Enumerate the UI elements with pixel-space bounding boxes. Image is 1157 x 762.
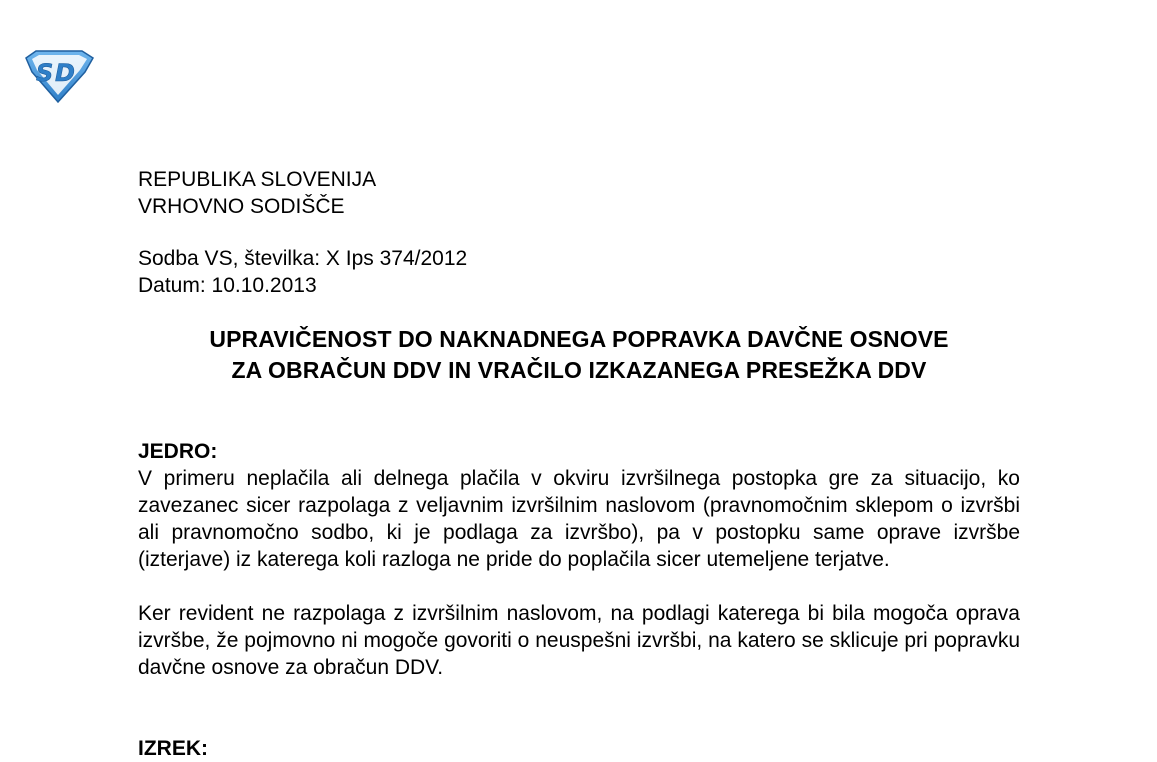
document-body <box>138 166 1020 681</box>
case-date: Datum: 10.10.2013 <box>138 274 317 297</box>
document-title-line2: ZA OBRAČUN DDV IN VRAČILO IZKAZANEGA PRESEŽKA DDV <box>231 357 927 383</box>
ruling-heading: IZREK: <box>138 737 208 760</box>
core-paragraph-1: V primeru neplačila ali delnega plačila v okviru izvršilnega postopka gre za situacijo, ko zavezanec sicer razpolaga z veljavnim izvršilnim naslovom (pravnomočnim sklepom o izvršbi ali pravnomočno sodbo, ki je podlaga za izvršbo), pa v postopku same oprave izvršbe (izterjave) iz katerega koli razloga ne pride do poplačila sicer utemeljene terjatve. <box>138 467 1020 571</box>
institution-country: REPUBLIKA SLOVENIJA <box>138 168 377 191</box>
core-paragraph-2: Ker revident ne razpolaga z izvršilnim naslovom, na podlagi katerega bi bila mogoča oprava izvršbe, že pojmovno ni mogoče govoriti o neuspešni izvršbi, na katero se sklicuje pri popravku davčne osnove za obračun DDV. <box>138 602 1020 679</box>
institution-court: VRHOVNO SODIŠČE <box>138 195 345 218</box>
document-title-line1: UPRAVIČENOST DO NAKNADNEGA POPRAVKA DAVČNE OSNOVE <box>209 326 949 352</box>
core-heading: JEDRO: <box>138 440 218 463</box>
case-number: Sodba VS, številka: X Ips 374/2012 <box>138 247 468 270</box>
svg-text:S: S <box>36 59 54 87</box>
court-shield-logo-icon <box>22 50 96 104</box>
svg-text:D: D <box>55 59 75 87</box>
